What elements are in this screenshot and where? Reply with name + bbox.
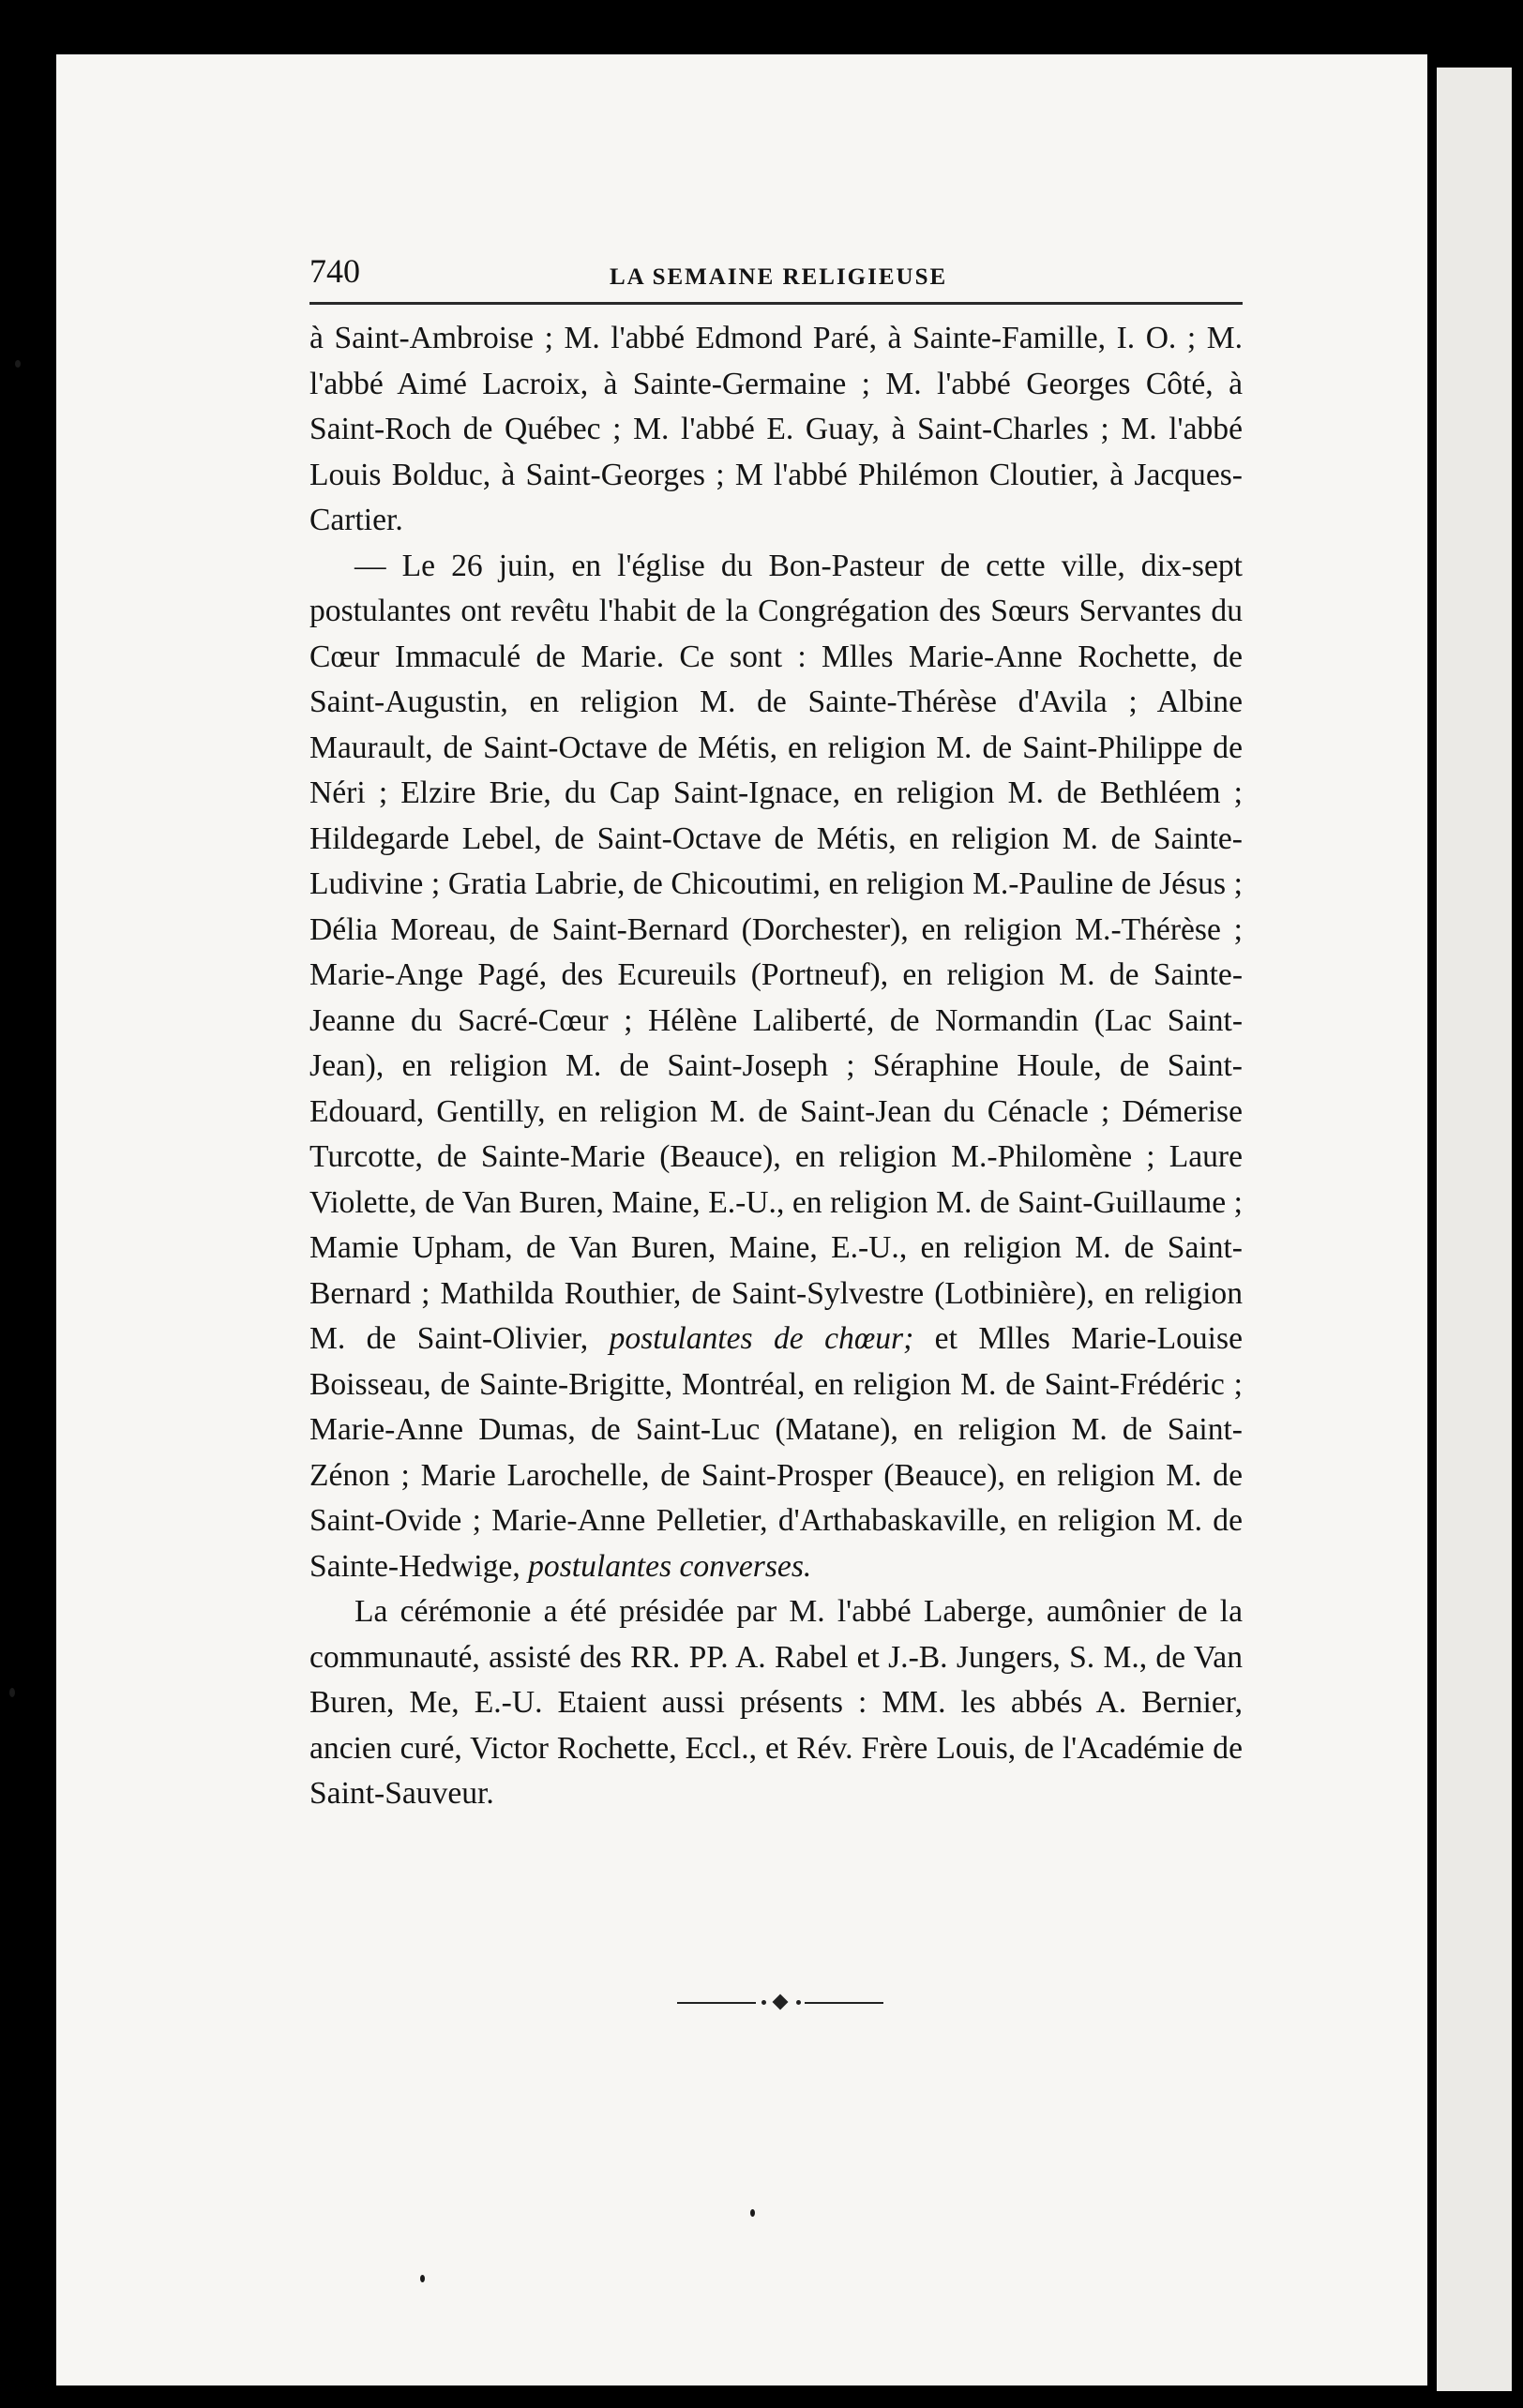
- header-rule: [309, 302, 1243, 305]
- adjacent-page-edge: [1437, 68, 1512, 2391]
- ornament-dot: [796, 2000, 801, 2005]
- scan-speck: [420, 2275, 425, 2282]
- section-end-ornament: [677, 1994, 883, 2012]
- journal-title: LA SEMAINE RELIGIEUSE: [610, 264, 948, 290]
- scan-speck: [15, 360, 21, 368]
- postulants-text: — Le 26 juin, en l'église du Bon-Pasteur de cette ville, dix-sept postulantes ont revêtu l'habit de la Congrégation des Sœurs Servantes du Cœur Immaculé de Marie. Ce sont : Mlles Marie-Anne Rochette, de Saint-Augustin, en religion M. de Sainte-Thérèse d'Avila ; Albine Maurault, de Saint-Octave de Métis, en religion M. de Saint-Philippe de Néri ; Elzire Brie, du Cap Saint-Ignace, en religion M. de Bethléem ; Hildegarde Lebel, de Saint-Octave de Métis, en religion M. de Sainte-Ludivine ; Gratia Labrie, de Chicoutimi, en religion M.-Pauline de Jésus ; Délia Moreau, de Saint-Bernard (Dorchester), en religion M.-Thérèse ; Marie-Ange Pagé, des Ecureuils (Portneuf), en religion M. de Sainte-Jeanne du Sacré-Cœur ; Hélène Laliberté, de Normandin (Lac Saint-Jean), en religion M. de Saint-Joseph ; Séraphine Houle, de Saint-Edouard, Gentilly, en religion M. de Saint-Jean du Cénacle ; Démerise Turcotte, de Sainte-Marie (Beauce), en religion M.-Philomène ; Laure Violette, de Van Buren, Maine, E.-U., en religion M. de Saint-Guillaume ; Mamie Upham, de Van Buren, Maine, E.-U., en religion M. de Saint-Bernard ; Mathilda Routhier, de Saint-Sylvestre (Lotbinière), en religion M. de Saint-Olivier,: [309, 548, 1243, 1356]
- page-text-block: [309, 251, 1243, 1817]
- running-head: [309, 251, 1243, 300]
- ornament-line-left: [677, 2002, 756, 2004]
- ornament-diamond: [773, 1994, 789, 2010]
- page-number: 740: [309, 252, 360, 290]
- paragraph-appointments: à Saint-Ambroise ; M. l'abbé Edmond Paré, à Sainte-Famille, I. O. ; M. l'abbé Aimé Lacroix, à Sainte-Germaine ; M. l'abbé Georges Côté, à Saint-Roch de Québec ; M. l'abbé E. Guay, à Saint-Charles ; M. l'abbé Louis Bolduc, à Saint-Georges ; M l'abbé Philémon Cloutier, à Jacques-Cartier.: [309, 321, 1243, 537]
- ornament-dot: [762, 2000, 766, 2005]
- choeur-italic: postulantes de chœur;: [609, 1321, 914, 1356]
- paragraph-ceremony: La cérémonie a été présidée par M. l'abbé Laberge, aumônier de la communauté, assisté des RR. PP. A. Rabel et J.-B. Jungers, S. M., de Van Buren, Me, E.-U. Etaient aussi présents : MM. les abbés A. Bernier, ancien curé, Victor Rochette, Eccl., et Rév. Frère Louis, de l'Académie de Saint-Sauveur.: [309, 1594, 1243, 1811]
- scan-speck: [9, 1688, 15, 1697]
- converses-italic: postulantes converses.: [528, 1548, 812, 1584]
- paragraph-postulants: [309, 544, 1243, 1590]
- postulants-text-continued: et Mlles Marie-Louise Boisseau, de Sainte-Brigitte, Montréal, en religion M. de Saint-Frédéric ; Marie-Anne Dumas, de Saint-Luc (Matane), en religion M. de Saint-Zénon ; Marie Larochelle, de Saint-Prosper (Beauce), en religion M. de Saint-Ovide ; Marie-Anne Pelletier, d'Arthabaskaville, en religion M. de Sainte-Hedwige,: [309, 1321, 1243, 1584]
- ornament-line-right: [805, 2002, 883, 2004]
- scan-speck: [750, 2209, 755, 2217]
